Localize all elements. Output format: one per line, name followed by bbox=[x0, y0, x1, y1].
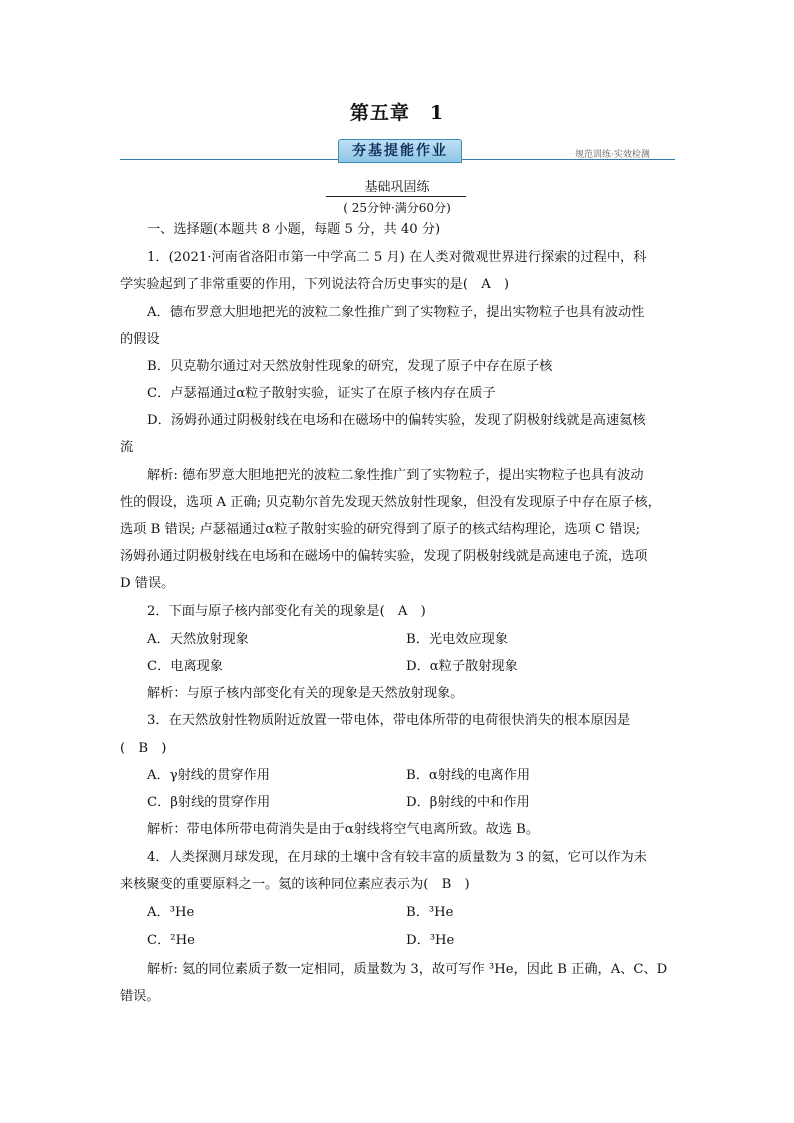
q3-option-c: C．β射线的贯穿作用 bbox=[147, 795, 271, 810]
q1-analysis-line1: 解析: 德布罗意大胆地把光的波粒二象性推广到了实物粒子，提出实物粒子也具有波动 bbox=[147, 468, 644, 483]
q3-stem-line1: 3．在天然放射性物质附近放置一带电体，带电体所带的电荷很快消失的根本原因是 bbox=[147, 713, 631, 728]
section-intro: 一、选择题(本题共 8 小题，每题 5 分，共 40 分) bbox=[147, 222, 441, 237]
q1-analysis-line3: 选项 B 错误; 卢瑟福通过α粒子散射实验的研究得到了原子的核式结构理论，选项 C 错误; bbox=[120, 522, 641, 537]
section-title: 基础巩固练 bbox=[364, 180, 430, 195]
section-subtitle: ( 25分钟·满分60分) bbox=[343, 201, 451, 215]
q4-option-a: A．³He bbox=[147, 905, 195, 920]
q2-option-c: C．电离现象 bbox=[147, 659, 224, 674]
q4-option-d: D．³He bbox=[406, 933, 455, 948]
q2-option-b: B．光电效应现象 bbox=[406, 632, 509, 647]
q1-option-b: B．贝克勒尔通过对天然放射性现象的研究，发现了原子中存在原子核 bbox=[147, 359, 553, 374]
q4-analysis-line1: 解析: 氦的同位素质子数一定相同，质量数为 3，故可写作 ³He，因此 B 正确，A、C、D bbox=[147, 962, 668, 977]
q2-analysis: 解析：与原子核内部变化有关的现象是天然放射现象。 bbox=[147, 686, 464, 701]
q2-option-a: A．天然放射现象 bbox=[147, 632, 249, 647]
q1-option-c: C．卢瑟福通过α粒子散射实验，证实了在原子核内存在质子 bbox=[147, 386, 496, 401]
q3-option-d: D．β射线的中和作用 bbox=[406, 795, 530, 810]
chapter-title: 第五章 1 bbox=[349, 102, 445, 124]
q2-stem: 2．下面与原子核内部变化有关的现象是( A ) bbox=[147, 604, 426, 619]
q3-stem-line2: ( B ) bbox=[120, 741, 167, 756]
banner-tagline: 规范训练·实效检测 bbox=[575, 150, 650, 160]
q3-analysis: 解析：带电体所带电荷消失是由于α射线将空气电离所致。故选 B。 bbox=[147, 822, 540, 837]
q1-option-a-line1: A．德布罗意大胆地把光的波粒二象性推广到了实物粒子，提出实物粒子也具有波动性 bbox=[147, 305, 645, 320]
q1-analysis-line2: 性的假设，选项 A 正确; 贝克勒尔首先发现天然放射性现象，但没有发现原子中存在原子核， bbox=[120, 495, 661, 510]
q2-option-d: D．α粒子散射现象 bbox=[406, 659, 518, 674]
q4-option-c: C．²He bbox=[147, 933, 195, 948]
q4-option-b: B．³He bbox=[406, 905, 454, 920]
q1-stem-line2: 学实验起到了非常重要的作用，下列说法符合历史事实的是( A ) bbox=[120, 277, 510, 292]
q1-analysis-line5: D 错误。 bbox=[120, 576, 175, 591]
q3-option-a: A．γ射线的贯穿作用 bbox=[147, 768, 270, 783]
q1-analysis-line4: 汤姆孙通过阴极射线在电场和在磁场中的偏转实验，发现了阴极射线就是高速电子流，选项 bbox=[120, 549, 648, 564]
q1-option-d-line1: D．汤姆孙通过阴极射线在电场和在磁场中的偏转实验，发现了阴极射线就是高速氦核 bbox=[147, 413, 646, 428]
q1-stem-line1: 1．(2021·河南省洛阳市第一中学高二 5 月) 在人类对微观世界进行探索的过程中，科 bbox=[147, 250, 647, 265]
q4-stem-line1: 4．人类探测月球发现，在月球的土壤中含有较丰富的质量数为 3 的氦，它可以作为未 bbox=[147, 850, 647, 865]
q4-stem-line2: 来核聚变的重要原料之一。氦的该种同位素应表示为( B ) bbox=[120, 877, 470, 892]
q1-option-a-line2: 的假设 bbox=[120, 332, 160, 347]
q1-option-d-line2: 流 bbox=[120, 440, 134, 455]
q4-analysis-line2: 错误。 bbox=[120, 989, 160, 1004]
section-underline bbox=[326, 196, 466, 197]
q3-option-b: B．α射线的电离作用 bbox=[406, 768, 531, 783]
homework-banner: 夯基提能作业 bbox=[338, 139, 462, 163]
